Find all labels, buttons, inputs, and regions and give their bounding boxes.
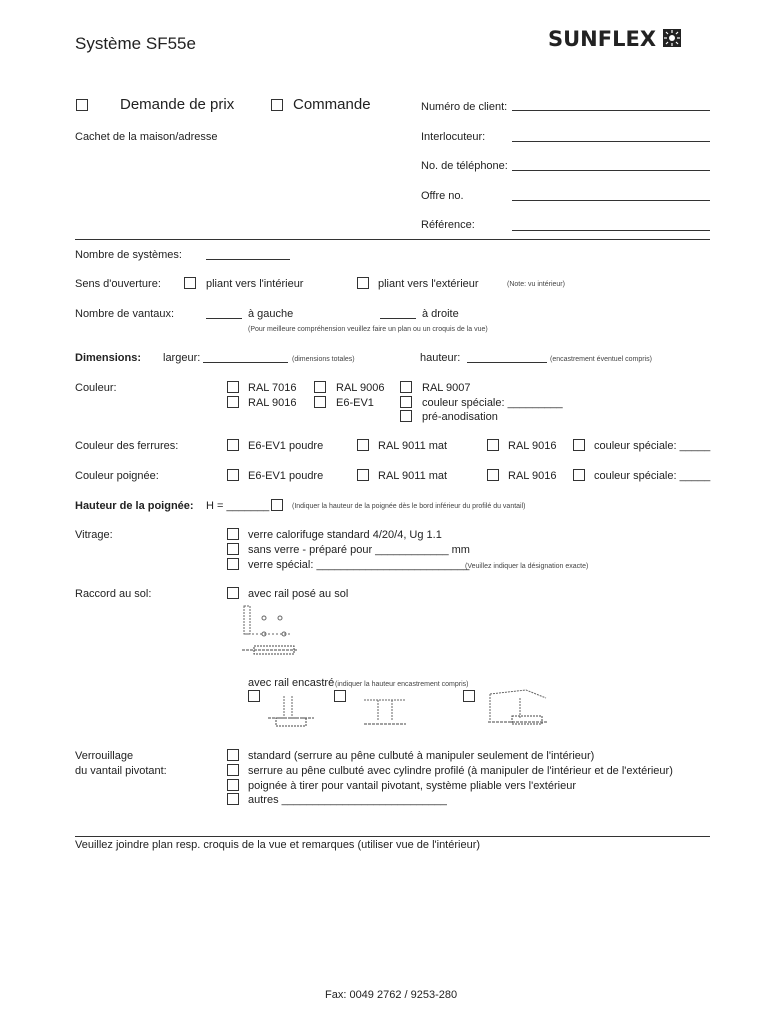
handle-o4-label: couleur spéciale: _____ (594, 470, 711, 482)
contact-field[interactable] (512, 141, 710, 142)
preanod-checkbox[interactable] (400, 410, 412, 422)
leaves-right-field[interactable] (380, 318, 416, 319)
locking-o1-label: standard (serrure au pêne culbuté à manipuler seulement de l'intérieur) (248, 750, 595, 762)
glazing-o2-label: sans verre - préparé pour ____________ mm (248, 544, 470, 556)
width-note: (dimensions totales) (292, 356, 355, 363)
handle-o1-checkbox[interactable] (227, 469, 239, 481)
handle-color-label: Couleur poignée: (75, 470, 159, 482)
ral9006-checkbox[interactable] (314, 381, 326, 393)
floor-o1-checkbox[interactable] (227, 587, 239, 599)
glazing-o2-checkbox[interactable] (227, 543, 239, 555)
footer-divider (75, 836, 710, 837)
ral9016-checkbox[interactable] (227, 396, 239, 408)
glazing-o3-checkbox[interactable] (227, 558, 239, 570)
floor-recessed-c-checkbox[interactable] (463, 690, 475, 702)
price-request-checkbox[interactable] (76, 99, 88, 111)
preanod-label: pré-anodisation (422, 411, 498, 423)
leaves-label: Nombre de vantaux: (75, 308, 175, 320)
dimensions-label: Dimensions: (75, 352, 142, 364)
hardware-o1-label: E6-EV1 poudre (248, 440, 324, 452)
color-label: Couleur: (75, 382, 117, 394)
order-checkbox[interactable] (271, 99, 283, 111)
phone-label: No. de téléphone: (421, 160, 508, 172)
opening-note: (Note: vu intérieur) (507, 281, 565, 288)
hardware-o2-checkbox[interactable] (357, 439, 369, 451)
leaves-left-label: à gauche (248, 308, 294, 320)
reference-field[interactable] (512, 230, 710, 231)
special-color-checkbox[interactable] (400, 396, 412, 408)
hardware-o4-label: couleur spéciale: _____ (594, 440, 711, 452)
sun-logo-icon (663, 29, 681, 47)
special-color-label: couleur spéciale: _________ (422, 397, 563, 409)
handle-height-checkbox[interactable] (271, 499, 283, 511)
reference-label: Référence: (421, 219, 475, 231)
price-request-label: Demande de prix (120, 96, 235, 113)
handle-o3-checkbox[interactable] (487, 469, 499, 481)
locking-o3-label: poignée à tirer pour vantail pivotant, système pliable vers l'extérieur (248, 780, 576, 792)
stamp-label: Cachet de la maison/adresse (75, 131, 218, 143)
e6ev1-checkbox[interactable] (314, 396, 326, 408)
handle-o2-label: RAL 9011 mat (378, 470, 448, 482)
glazing-o3-label: verre spécial: _________________________ (248, 559, 470, 571)
ral7016-checkbox[interactable] (227, 381, 239, 393)
glazing-o1-checkbox[interactable] (227, 528, 239, 540)
handle-height-note: (Indiquer la hauteur de la poignée dès le bord inférieur du profilé du vantail) (292, 503, 526, 510)
floor-recessed-a-checkbox[interactable] (248, 690, 260, 702)
client-number-field[interactable] (512, 110, 710, 111)
hardware-o2-label: RAL 9011 mat (378, 440, 448, 452)
opening-inward-label: pliant vers l'intérieur (206, 278, 304, 290)
height-field[interactable] (467, 362, 547, 363)
locking-label-2: du vantail pivotant: (75, 765, 167, 777)
glazing-label: Vitrage: (75, 529, 113, 541)
locking-o4-checkbox[interactable] (227, 793, 239, 805)
width-field[interactable] (203, 362, 288, 363)
fax-number: Fax: 0049 2762 / 9253-280 (325, 989, 458, 1001)
recessed-rail-sketch-a (266, 694, 316, 732)
section-divider (75, 239, 710, 240)
hardware-o3-label: RAL 9016 (508, 440, 557, 452)
handle-o3-label: RAL 9016 (508, 470, 557, 482)
handle-o1-label: E6-EV1 poudre (248, 470, 324, 482)
leaves-note: (Pour meilleure compréhension veuillez faire un plan ou un croquis de la vue) (248, 326, 488, 333)
floor-o1-label: avec rail posé au sol (248, 588, 349, 600)
opening-inward-checkbox[interactable] (184, 277, 196, 289)
locking-o3-checkbox[interactable] (227, 779, 239, 791)
width-label: largeur: (163, 352, 201, 364)
height-note: (encastrement éventuel compris) (550, 356, 652, 363)
recessed-rail-sketch-b (360, 694, 410, 732)
opening-label: Sens d'ouverture: (75, 278, 161, 290)
offer-field[interactable] (512, 200, 710, 201)
e6ev1-label: E6-EV1 (336, 397, 374, 409)
logo-text: SUNFLEX (548, 27, 657, 51)
surface-rail-sketch (240, 604, 300, 658)
systems-label: Nombre de systèmes: (75, 249, 182, 261)
ral9016-label: RAL 9016 (248, 397, 297, 409)
handle-height-value: H = _______ (206, 500, 270, 512)
offer-label: Offre no. (421, 190, 464, 202)
locking-o2-label: serrure au pêne culbuté avec cylindre profilé (à manipuler de l'intérieur et de l'extérieur) (248, 765, 673, 777)
ral9007-checkbox[interactable] (400, 381, 412, 393)
phone-field[interactable] (512, 170, 710, 171)
handle-height-label: Hauteur de la poignée: (75, 500, 194, 512)
glazing-o1-label: verre calorifuge standard 4/20/4, Ug 1.1 (248, 529, 442, 541)
recessed-rail-sketch-c (486, 688, 550, 730)
opening-outward-checkbox[interactable] (357, 277, 369, 289)
contact-label: Interlocuteur: (421, 131, 486, 143)
ral9006-label: RAL 9006 (336, 382, 385, 394)
client-number-label: Numéro de client: (421, 101, 508, 113)
systems-field[interactable] (206, 259, 290, 260)
locking-o1-checkbox[interactable] (227, 749, 239, 761)
hardware-o3-checkbox[interactable] (487, 439, 499, 451)
handle-o4-checkbox[interactable] (573, 469, 585, 481)
ral7016-label: RAL 7016 (248, 382, 297, 394)
height-label: hauteur: (420, 352, 461, 364)
leaves-left-field[interactable] (206, 318, 242, 319)
hardware-color-label: Couleur des ferrures: (75, 440, 179, 452)
page-title: Système SF55e (75, 34, 196, 53)
floor-recessed-b-checkbox[interactable] (334, 690, 346, 702)
order-label: Commande (293, 96, 371, 113)
handle-o2-checkbox[interactable] (357, 469, 369, 481)
ral9007-label: RAL 9007 (422, 382, 471, 394)
floor-o2-label: avec rail encastré (248, 677, 335, 689)
sunflex-logo (548, 27, 681, 51)
locking-o2-checkbox[interactable] (227, 764, 239, 776)
locking-label-1: Verrouillage (75, 750, 134, 762)
hardware-o4-checkbox[interactable] (573, 439, 585, 451)
leaves-right-label: à droite (422, 308, 459, 320)
opening-outward-label: pliant vers l'extérieur (378, 278, 479, 290)
glazing-o3-note: (Veuillez indiquer la désignation exacte) (465, 563, 589, 570)
floor-label: Raccord au sol: (75, 588, 152, 600)
hardware-o1-checkbox[interactable] (227, 439, 239, 451)
locking-o4-label: autres ___________________________ (248, 794, 447, 806)
attach-note: Veuillez joindre plan resp. croquis de la vue et remarques (utiliser vue de l'intérieur) (75, 839, 481, 851)
floor-o2-note: (indiquer la hauteur encastrement compris) (335, 681, 469, 688)
